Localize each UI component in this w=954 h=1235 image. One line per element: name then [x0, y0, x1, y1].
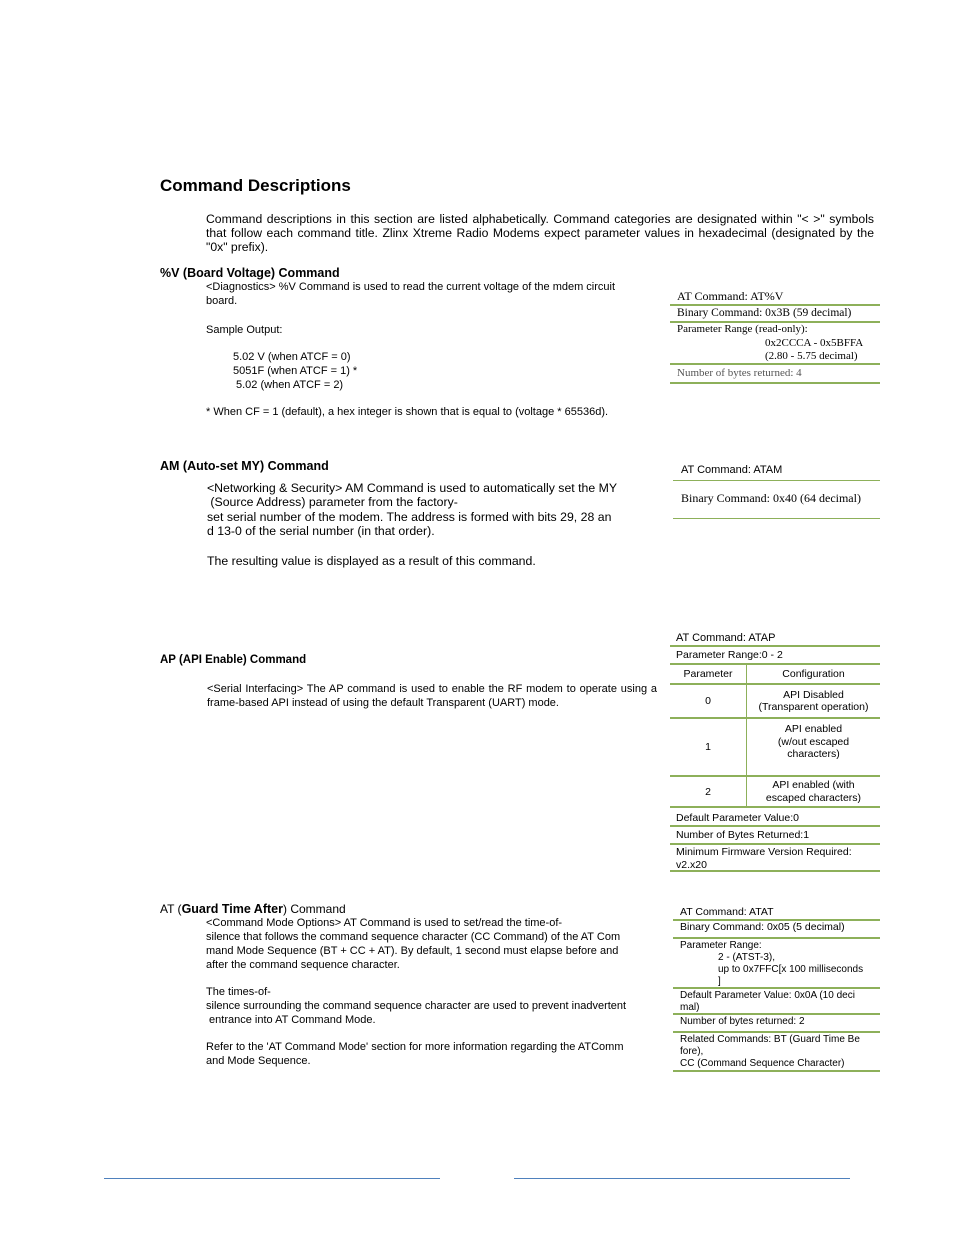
at-title-bold: Guard Time After	[181, 902, 283, 916]
ap-desc: <Serial Interfacing> The AP command is used to enable the RF modem to operate using a frame-based API instead of using the default Transparent (UART) mode.	[207, 683, 657, 709]
ap-box-at: AT Command: ATAP	[670, 629, 880, 647]
ap-row-2-param: 2	[670, 776, 747, 807]
ap-row-1-config	[747, 718, 881, 776]
am-desc-1: <Networking & Security> AM Command is used to automatically set the MY	[207, 481, 618, 495]
table-row	[670, 718, 880, 776]
v-sample-line-2: 5051F (when ATCF = 1) *	[233, 365, 358, 377]
ap-row-1-config-1: API enabled	[784, 723, 843, 735]
at-box-range-3: ]	[718, 976, 721, 987]
at-desc-7: entrance into AT Command Mode.	[206, 1014, 376, 1026]
ap-row-2-config	[747, 776, 881, 807]
v-command-desc-1: <Diagnostics> %V Command is used to read the current voltage of the mdem circuit	[206, 281, 616, 293]
v-command-desc-2: board.	[206, 295, 238, 307]
ap-row-0-param: 0	[670, 684, 747, 718]
v-box-range-2: (2.80 - 5.75 decimal)	[765, 350, 858, 362]
at-box-related-3: CC (Command Sequence Character)	[680, 1058, 845, 1069]
at-box-at: AT Command: ATAT	[673, 903, 880, 921]
at-box-default-2: mal)	[680, 1002, 700, 1013]
ap-box-bytes: Number of Bytes Returned:1	[670, 827, 880, 845]
at-box-binary: Binary Command: 0x05 (5 decimal)	[673, 921, 880, 939]
at-desc-5: The times-of-	[206, 986, 271, 998]
v-command-title: %V (Board Voltage) Command	[160, 266, 340, 280]
at-desc-8: Refer to the 'AT Command Mode' section for more information regarding the ATComm	[206, 1041, 624, 1053]
at-box-default	[673, 989, 880, 1015]
v-sample-label: Sample Output:	[206, 324, 283, 336]
v-box-range	[670, 323, 880, 365]
ap-row-2-config-1: API enabled (with	[772, 779, 855, 791]
ap-box-firmware-2: v2.x20	[676, 858, 707, 871]
ap-row-0-config	[747, 684, 881, 718]
ap-row-1-config-3: characters)	[787, 748, 840, 760]
v-box-at: AT Command: AT%V	[670, 286, 880, 306]
ap-header-configuration: Configuration	[782, 668, 845, 680]
at-title-prefix: AT (	[160, 902, 182, 916]
at-box-related-1: Related Commands: BT (Guard Time Be	[680, 1034, 860, 1045]
ap-row-0-config-1: API Disabled	[783, 688, 844, 701]
at-box-range-label: Parameter Range:	[680, 940, 762, 951]
ap-box-default: Default Parameter Value:0	[670, 809, 880, 827]
at-box-range	[673, 939, 880, 989]
v-box-binary: Binary Command: 0x3B (59 decimal)	[670, 306, 880, 323]
at-box-range-2: up to 0x7FFC[x 100 milliseconds	[718, 964, 864, 975]
at-desc-6: silence surrounding the command sequence character are used to prevent inadvertent	[206, 1000, 627, 1012]
ap-row-1-config-2: (w/out escaped	[777, 735, 850, 748]
ap-box-firmware-1: Minimum Firmware Version Required:	[676, 846, 852, 858]
table-row	[670, 684, 880, 718]
ap-command-title: AP (API Enable) Command	[160, 654, 307, 666]
at-desc-9: and Mode Sequence.	[206, 1055, 311, 1067]
v-sample-line-1: 5.02 V (when ATCF = 0)	[233, 351, 351, 363]
at-desc-2: silence that follows the command sequence character (CC Command) of the AT Com	[206, 931, 621, 943]
ap-box-firmware	[670, 845, 880, 872]
at-box-bytes: Number of bytes returned: 2	[673, 1015, 880, 1033]
ap-box-range: Parameter Range:0 - 2	[670, 647, 880, 665]
ap-header-parameter: Parameter	[670, 665, 747, 684]
at-desc-3: mand Mode Sequence (BT + CC + AT). By default, 1 second must elapse before and	[206, 945, 619, 957]
at-desc-1: <Command Mode Options> AT Command is used to set/read the time-of-	[206, 917, 563, 929]
page-title: Command Descriptions	[160, 176, 351, 195]
am-desc-2: (Source Address) parameter from the factory-	[207, 495, 458, 509]
v-box-bytes: Number of bytes returned: 4	[670, 365, 880, 384]
at-desc-4: after the command sequence character.	[206, 959, 400, 971]
table-row	[670, 776, 880, 807]
at-command-title	[160, 902, 346, 916]
at-box-default-1: Default Parameter Value: 0x0A (10 deci	[680, 990, 855, 1001]
ap-row-2-config-2: escaped characters)	[765, 791, 862, 804]
am-box-at: AT Command: ATAM	[673, 462, 880, 481]
v-note: * When CF = 1 (default), a hex integer is shown that is equal to (voltage * 65536d).	[206, 406, 609, 418]
am-box-binary: Binary Command: 0x40 (64 decimal)	[673, 481, 880, 519]
v-box-range-1: 0x2CCCA - 0x5BFFA	[765, 336, 864, 349]
v-sample-line-3: 5.02 (when ATCF = 2)	[236, 379, 344, 391]
v-box-range-label: Parameter Range (read-only):	[677, 323, 808, 335]
am-command-title: AM (Auto-set MY) Command	[160, 459, 329, 473]
intro-paragraph: Command descriptions in this section are listed alphabetically. Command categories are designated within "< >" symbols that follow each command title. Zlinx Xtreme Radio Modems expect parameter values in hexadecimal (designated by the "0x" prefix).	[206, 212, 874, 254]
at-box-related	[673, 1033, 880, 1072]
ap-table-header-row	[670, 665, 880, 684]
footer-rule-right	[514, 1178, 850, 1179]
ap-row-1-param: 1	[670, 718, 747, 776]
ap-param-table	[670, 665, 880, 808]
am-desc-3: set serial number of the modem. The address is formed with bits 29, 28 an	[207, 510, 612, 524]
ap-row-0-config-2: (Transparent operation)	[758, 701, 869, 713]
footer-rule-left	[104, 1178, 440, 1179]
am-desc-4: d 13-0 of the serial number (in that order).	[207, 524, 435, 538]
at-title-suffix: ) Command	[282, 902, 346, 916]
at-box-related-2: fore),	[680, 1046, 704, 1057]
at-box-range-1: 2 - (ATST-3),	[718, 952, 776, 963]
am-desc-5: The resulting value is displayed as a result of this command.	[207, 554, 536, 568]
